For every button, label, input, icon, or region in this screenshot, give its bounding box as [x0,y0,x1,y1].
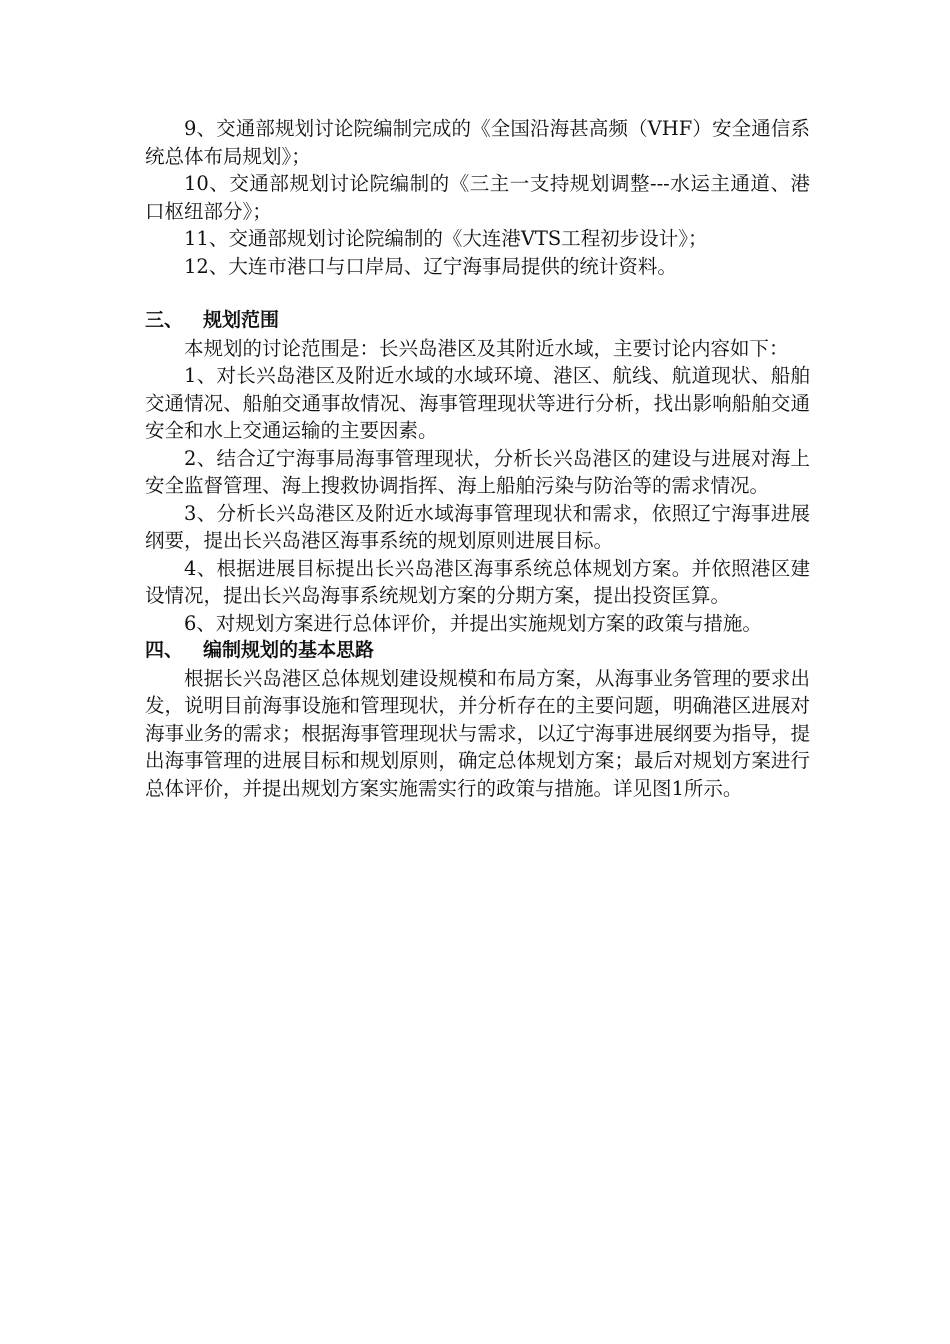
section-4-heading [145,637,810,665]
section-4-title: 编制规划的基本思路 [203,639,375,661]
section-3-item-2: 2、结合辽宁海事局海事管理现状，分析长兴岛港区的建设与进展对海上安全监督管理、海上搜救协调指挥、海上船舶污染与防治等的需求情况。 [145,446,810,497]
section-3-item-1: 1、对长兴岛港区及附近水域的水域环境、港区、航线、航道现状、船舶交通情况、船舶交通事故情况、海事管理现状等进行分析，找出影响船舶交通安全和水上交通运输的主要因素。 [145,364,810,442]
section-3-heading [145,307,810,335]
section-4-paragraph: 根据长兴岛港区总体规划建设规模和布局方案，从海事业务管理的要求出发，说明目前海事设施和管理现状，并分析存在的主要问题，明确港区进展对海事业务的需求；根据海事管理现状与需求，以辽宁海事进展纲要为指导，提出海事管理的进展目标和规划原则，确定总体规划方案；最后对规划方案进行总体评价，并提出规划方案实施需实行的政策与措施。详见图1所示。 [145,666,810,800]
section-3-item-3: 3、分析长兴岛港区及附近水域海事管理现状和需求，依照辽宁海事进展纲要，提出长兴岛港区海事系统的规划原则进展目标。 [145,501,810,552]
reference-item-10: 10、交通部规划讨论院编制的《三主一支持规划调整---水运主通道、港口枢纽部分》； [145,172,810,223]
section-4-number: 四、 [145,639,184,661]
section-3-intro: 本规划的讨论范围是：长兴岛港区及其附近水域，主要讨论内容如下： [184,336,789,360]
reference-item-11: 11、交通部规划讨论院编制的《大连港VTS工程初步设计》； [184,227,708,250]
reference-item-12: 12、大连市港口与口岸局、辽宁海事局提供的统计资料。 [184,254,677,278]
reference-item-9: 9、交通部规划讨论院编制完成的《全国沿海甚高频（VHF）安全通信系统总体布局规划》； [145,117,810,168]
document-body [145,115,810,802]
section-3-number: 三、 [145,309,184,331]
section-3-item-6: 6、对规划方案进行总体评价，并提出实施规划方案的政策与措施。 [184,611,762,635]
section-3-title: 规划范围 [203,309,280,331]
section-3-item-4: 4、根据进展目标提出长兴岛港区海事系统总体规划方案。并依照港区建设情况，提出长兴岛海事系统规划方案的分期方案，提出投资匡算。 [145,556,810,607]
section-spacer [145,280,810,307]
